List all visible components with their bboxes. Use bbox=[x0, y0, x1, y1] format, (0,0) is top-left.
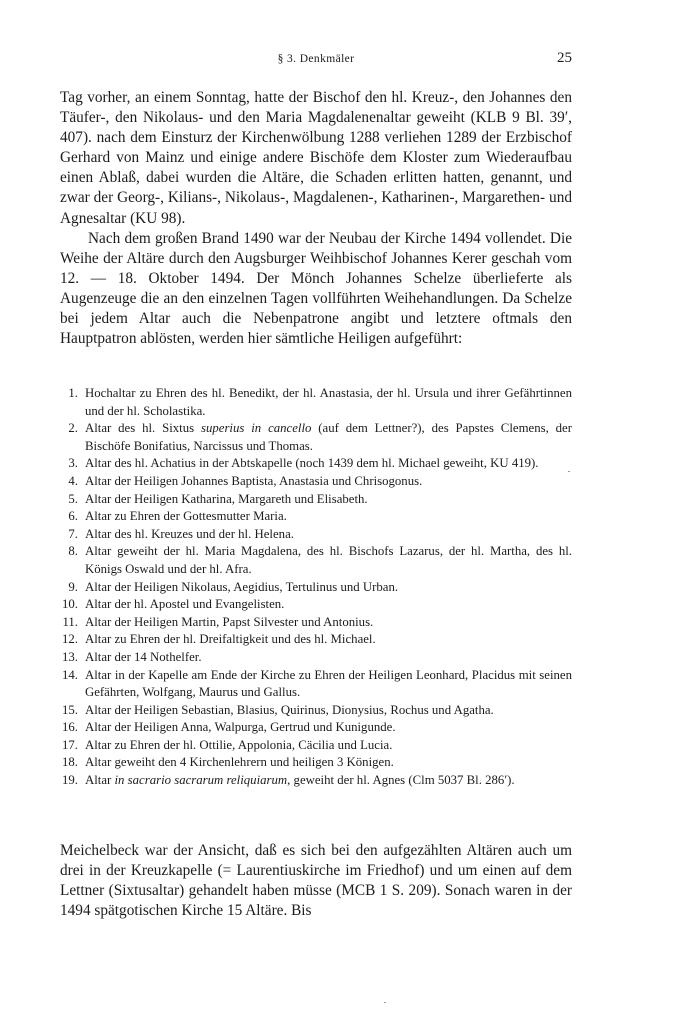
text-run: Altar der Heiligen Martin, Papst Silvester und Antonius. bbox=[85, 614, 374, 629]
latin-phrase: superius in cancello bbox=[201, 421, 312, 436]
list-item-text bbox=[85, 755, 394, 769]
body-text bbox=[60, 88, 572, 349]
list-item-number: 17. bbox=[62, 737, 78, 752]
list-item-text bbox=[85, 544, 572, 576]
text-run: Altar der Heiligen Nikolaus, Aegidius, Tertulinus und Urban. bbox=[85, 579, 399, 594]
list-item-text bbox=[85, 509, 287, 523]
paragraph: Nach dem großen Brand 1490 war der Neubau der Kirche 1494 vollendet. Die Weihe der Altäre durch den Augsburger Weihbischof Johannes Kerer geschah vom 12. — 18. Oktober 1494. Der Mönch Johannes Schelze überlieferte als Augenzeuge die an den einzelnen Tagen vollführten Weihehandlungen. Da Schelze bei jedem Altar auch die Nebenpatrone angibt und letztere oftmals den Hauptpatron ablösten, werden hier sämtliche Heiligen aufgeführt: bbox=[60, 229, 572, 348]
list-item bbox=[60, 719, 572, 737]
altar-list bbox=[60, 385, 572, 790]
list-item-number: 15. bbox=[62, 702, 78, 717]
list-item bbox=[60, 473, 572, 491]
list-item bbox=[60, 385, 572, 420]
text-run: Altar der Heiligen Katharina, Margareth und Elisabeth. bbox=[85, 491, 368, 506]
text-run: Altar geweiht der hl. Maria Magdalena, des hl. Bischofs Lazarus, der hl. Martha, des hl. Königs Oswald und der hl. Afra. bbox=[85, 544, 572, 576]
text-run: Altar des hl. Kreuzes und der hl. Helena. bbox=[85, 526, 294, 541]
page-number: 25 bbox=[557, 50, 572, 66]
list-item-text bbox=[85, 703, 494, 717]
list-item-text bbox=[85, 527, 294, 541]
list-item-text bbox=[85, 421, 572, 453]
list-item-text bbox=[85, 580, 398, 594]
text-run: Altar bbox=[85, 773, 115, 788]
list-item bbox=[60, 754, 572, 772]
section-heading: § 3. Denkmäler bbox=[277, 53, 355, 65]
list-item-number: 9. bbox=[68, 579, 78, 594]
list-item-number: 14. bbox=[62, 667, 78, 682]
list-item bbox=[60, 543, 572, 578]
list-item-number: 10. bbox=[62, 597, 78, 612]
text-run: (auf dem Lettner?), des Papstes Clemens, der Bischöfe Bonifatius, Narcissus und Thomas. bbox=[85, 421, 573, 453]
list-item-text bbox=[85, 650, 202, 664]
list-item-number: 7. bbox=[68, 526, 78, 541]
list-item-number: 5. bbox=[68, 491, 78, 506]
list-item-number: 3. bbox=[68, 456, 78, 471]
scan-speck bbox=[568, 471, 570, 472]
list-item-number: 18. bbox=[62, 755, 78, 770]
list-item-number: 6. bbox=[68, 509, 78, 524]
book-page bbox=[60, 0, 572, 1033]
text-run: Altar zu Ehren der Gottesmutter Maria. bbox=[85, 509, 287, 524]
text-run: Altar des hl. Achatius in der Abtskapelle (noch 1439 dem hl. Michael geweiht, KU 419). bbox=[85, 456, 539, 471]
latin-phrase: in sacrario sacrarum reliquiarum bbox=[114, 773, 288, 788]
list-item-text bbox=[85, 597, 284, 611]
list-item-text bbox=[85, 632, 376, 646]
list-item-number: 13. bbox=[62, 649, 78, 664]
text-run: , geweiht der hl. Agnes (Clm 5037 Bl. 286′). bbox=[287, 773, 515, 788]
list-item bbox=[60, 579, 572, 597]
list-item-text bbox=[85, 720, 396, 734]
text-run: Altar in der Kapelle am Ende der Kirche zu Ehren der Heiligen Leonhard, Placidus mit seinen Gefährten, Wolfgang, Maurus und Gallus. bbox=[85, 667, 572, 700]
text-run: Altar der 14 Nothelfer. bbox=[85, 649, 202, 664]
list-item bbox=[60, 491, 572, 509]
list-item bbox=[60, 420, 572, 455]
text-run: Altar der Heiligen Johannes Baptista, Anastasia und Chrisogonus. bbox=[85, 473, 423, 488]
list-item bbox=[60, 772, 572, 790]
closing-paragraph: Meichelbeck war der Ansicht, daß es sich bei den aufgezählten Altären auch um drei in der Kreuzkapelle (= Laurentiuskirche im Friedhof) und um einen auf dem Lettner (Sixtusaltar) gehandelt haben müsse (MCB 1 S. 209). Sonach waren in der 1494 spätgotischen Kirche 15 Altäre. Bis bbox=[60, 842, 572, 920]
text-run: Altar der Heiligen Sebastian, Blasius, Quirinus, Dionysius, Rochus und Agatha. bbox=[85, 702, 494, 717]
list-item bbox=[60, 526, 572, 544]
scan-speck bbox=[384, 1002, 386, 1003]
list-item bbox=[60, 508, 572, 526]
list-item-number: 16. bbox=[62, 720, 78, 735]
list-item-text bbox=[85, 668, 572, 700]
list-item-number: 8. bbox=[68, 544, 78, 559]
list-item-number: 19. bbox=[62, 773, 78, 788]
text-run: Altar zu Ehren der hl. Ottilie, Appolonia, Cäcilia und Lucia. bbox=[85, 737, 393, 752]
text-run: Altar der Heiligen Anna, Walpurga, Gertrud und Kunigunde. bbox=[85, 720, 396, 735]
list-item-number: 1. bbox=[68, 386, 78, 400]
list-item bbox=[60, 667, 572, 702]
list-item-text bbox=[85, 738, 392, 752]
list-item-number: 4. bbox=[68, 473, 78, 488]
list-item bbox=[60, 737, 572, 755]
list-item-text bbox=[85, 615, 373, 629]
text-run: Hochaltar zu Ehren des hl. Benedikt, der hl. Anastasia, der hl. Ursula und ihrer Gefährtinnen und der hl. Scholastika. bbox=[85, 386, 572, 418]
list-item-text bbox=[85, 773, 515, 787]
running-head bbox=[60, 50, 572, 70]
text-run: Altar geweiht den 4 Kirchenlehrern und heiligen 3 Königen. bbox=[85, 755, 394, 770]
list-item bbox=[60, 596, 572, 614]
list-item-text bbox=[85, 474, 422, 488]
list-item bbox=[60, 614, 572, 632]
list-item bbox=[60, 702, 572, 720]
list-item-text bbox=[85, 456, 538, 470]
list-item-number: 12. bbox=[62, 632, 78, 647]
list-item bbox=[60, 631, 572, 649]
list-item-text bbox=[85, 492, 368, 506]
text-run: Altar des hl. Sixtus bbox=[85, 421, 201, 436]
list-item-text bbox=[85, 386, 572, 418]
list-item bbox=[60, 455, 572, 473]
text-run: Altar der hl. Apostel und Evangelisten. bbox=[85, 597, 285, 612]
list-item-number: 2. bbox=[68, 421, 78, 436]
text-run: Altar zu Ehren der hl. Dreifaltigkeit und des hl. Michael. bbox=[85, 632, 376, 647]
list-item bbox=[60, 649, 572, 667]
list-item-number: 11. bbox=[62, 614, 78, 629]
paragraph: Tag vorher, an einem Sonntag, hatte der Bischof den hl. Kreuz-, den Johannes den Täufer-, den Nikolaus- und den Maria Magdalenenaltar geweiht (KLB 9 Bl. 39′, 407). nach dem Einsturz der Kirchenwölbung 1288 verliehen 1289 der Erzbischof Gerhard von Mainz und einige andere Bischöfe dem Kloster zum Wiederaufbau einen Ablaß, dabei wurden die Altäre, die Schaden erlitten hatten, genannt, und zwar der Georg-, Kilians-, Nikolaus-, Magdalenen-, Katharinen-, Margarethen- und Agnesaltar (KU 98). bbox=[60, 89, 572, 227]
